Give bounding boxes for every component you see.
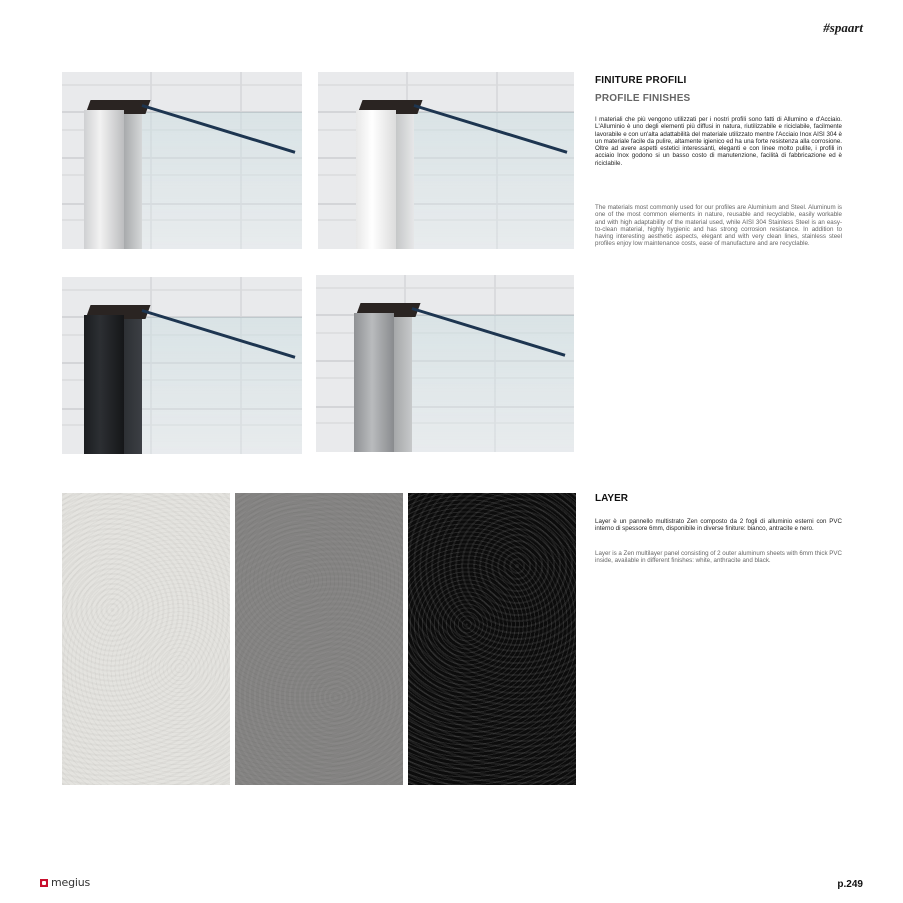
logo-text: megius: [51, 876, 91, 889]
layer-swatch-black: [408, 493, 576, 785]
page-number: p.249: [837, 879, 863, 890]
profile-photo-black: [62, 277, 302, 454]
profile-finishes-title-en: PROFILE FINISHES: [595, 93, 691, 104]
layer-swatch-white: [62, 493, 230, 785]
layer-title: LAYER: [595, 493, 628, 504]
megius-logo: [40, 876, 90, 889]
profile-photo-white: [318, 72, 574, 249]
brand-tag: #spaart: [823, 20, 863, 35]
profile-finishes-title-it: FINITURE PROFILI: [595, 75, 687, 86]
layer-swatch-anthracite: [235, 493, 403, 785]
megius-logo-icon: [40, 879, 48, 887]
profile-finishes-text-en: The materials most commonly used for our profiles are Aluminium and Steel. Aluminum is one of the most common elements in nature, reusable and recyclable, easily workable and with high adaptability of the material used, while AISI 304 Stainless Steel is an easy-to-clean material, highly hygienic and has strong corrosion resistance. In addition to having interesting aesthetic aspects, elegant and with very clean lines, stainless steel profiles enjoy low maintenance costs, ease of manufacture and are recyclable.: [595, 204, 842, 248]
profile-photo-aluminium: [62, 72, 302, 249]
layer-text-it: Layer è un pannello multistrato Zen composto da 2 fogli di alluminio esterni con PVC interno di spessore 6mm, disponibile in diverse finiture: bianco, antracite e nero.: [595, 518, 842, 533]
layer-text-en: Layer is a Zen multilayer panel consisting of 2 outer aluminum sheets with 6mm thick PVC inside, available in different finishes: white, anthracite and black.: [595, 550, 842, 565]
profile-photo-stainless-steel: [316, 275, 574, 452]
profile-finishes-text-it: I materiali che più vengono utilizzati per i nostri profili sono fatti di Allumino e d'Acciaio. L'Alluminio è uno degli elementi più diffusi in natura, riutilizzabile e riciclabile, facilmente lavorabile e con un'alta adattabilità del materiale utilizzato mentre l'Acciaio Inox AISI 304 è un materiale facile da pulire, altamente igienico ed ha una forte resistenza alla corrosione. Oltre ad avere aspetti estetici interessanti, eleganti e con linee molto pulite, i profili in acciaio Inox godono si un basso costo di manutenzione, facilità di fabbricazione ed è riciclabile.: [595, 116, 842, 167]
